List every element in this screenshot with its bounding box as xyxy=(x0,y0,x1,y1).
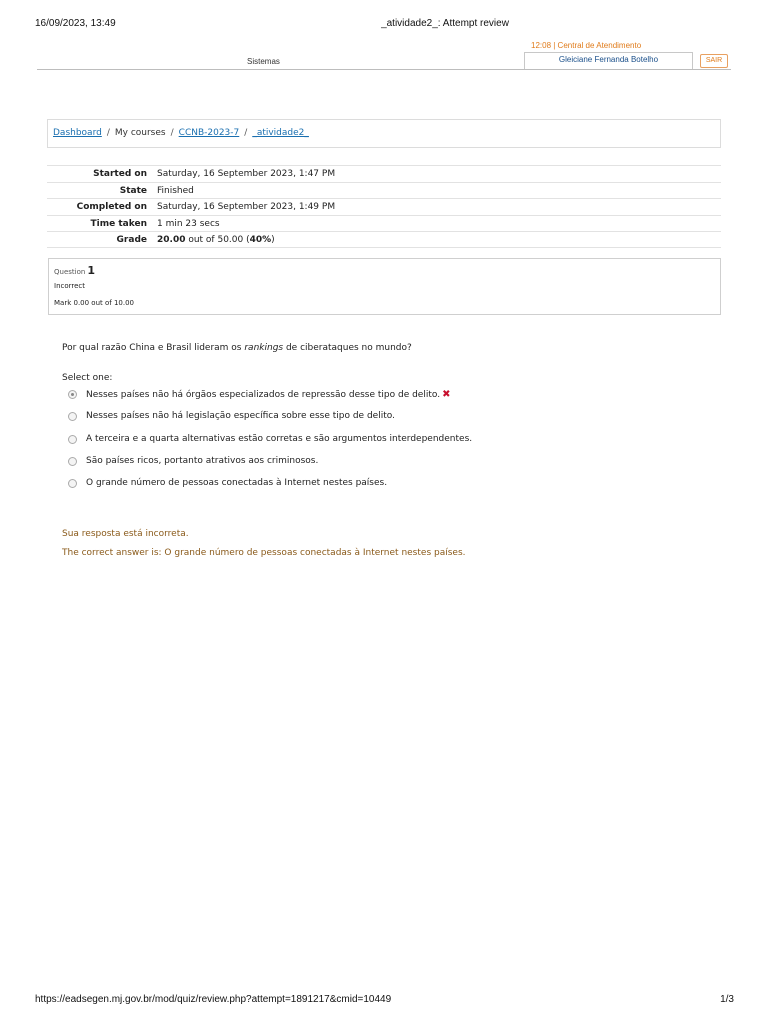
breadcrumb-separator: / xyxy=(170,128,174,138)
answer-label: O grande número de pessoas conectadas à Internet nestes países. xyxy=(86,478,388,489)
question-state: Incorrect xyxy=(54,282,86,290)
breadcrumb-separator: / xyxy=(244,128,248,138)
question-mark: Mark 0.00 out of 10.00 xyxy=(54,299,134,307)
breadcrumb xyxy=(47,119,721,148)
started-on-label: Started on xyxy=(93,169,147,179)
correct-answer-feedback: The correct answer is: O grande número de pessoas conectadas à Internet nestes países. xyxy=(62,548,466,558)
question-number xyxy=(54,264,95,277)
answer-text xyxy=(86,389,450,400)
completed-on-label: Completed on xyxy=(76,202,147,212)
question-label: Question xyxy=(54,268,86,276)
attempt-summary-table xyxy=(47,165,721,248)
summary-row-started xyxy=(47,165,721,182)
print-page-title: _atividade2_: Attempt review xyxy=(381,18,509,29)
question-text-before: Por qual razão China e Brasil lideram os xyxy=(62,343,245,353)
state-value: Finished xyxy=(157,185,194,196)
print-footer xyxy=(0,994,768,1006)
grade-close: ) xyxy=(271,235,275,245)
summary-row-grade xyxy=(47,231,721,248)
time-taken-value: 1 min 23 secs xyxy=(157,218,220,229)
print-url: https://eadsegen.mj.gov.br/mod/quiz/review.php?attempt=1891217&cmid=10449 xyxy=(35,994,392,1005)
breadcrumb-dashboard[interactable]: Dashboard xyxy=(53,128,102,138)
grade-value xyxy=(157,235,275,245)
select-one-prompt: Select one: xyxy=(62,373,113,383)
summary-row-time xyxy=(47,215,721,232)
support-center-link[interactable]: 12:08 | Central de Atendimento xyxy=(531,41,642,50)
time-taken-label: Time taken xyxy=(90,218,147,229)
question-text-after: de ciberataques no mundo? xyxy=(283,343,412,353)
answer-radio[interactable] xyxy=(68,435,77,444)
incorrect-icon: ✖ xyxy=(442,389,451,400)
question-text-italic: rankings xyxy=(244,343,284,353)
grade-percent: 40% xyxy=(249,235,272,245)
grade-out-of: out of 50.00 ( xyxy=(185,235,250,245)
top-bar xyxy=(37,36,731,70)
completed-on-value: Saturday, 16 September 2023, 1:49 PM xyxy=(157,202,336,212)
answer-label: A terceira e a quarta alternativas estão corretas e são argumentos interdependentes. xyxy=(86,433,473,444)
breadcrumb-activity[interactable]: _atividade2_ xyxy=(252,128,309,138)
grade-score: 20.00 xyxy=(157,235,186,245)
started-on-value: Saturday, 16 September 2023, 1:47 PM xyxy=(157,169,336,179)
incorrect-feedback: Sua resposta está incorreta. xyxy=(62,529,189,539)
user-menu[interactable] xyxy=(524,52,693,69)
question-info-box xyxy=(48,258,721,315)
answer-radio[interactable] xyxy=(68,479,77,488)
question-text xyxy=(62,343,412,353)
answer-radio[interactable] xyxy=(68,412,77,421)
summary-row-completed xyxy=(47,198,721,215)
grade-label: Grade xyxy=(116,235,147,245)
answer-radio-selected[interactable] xyxy=(68,390,77,399)
user-name: Gleiciane Fernanda Botelho xyxy=(558,55,659,64)
answer-label: Nesses países não há legislação específica sobre esse tipo de delito. xyxy=(86,411,395,422)
breadcrumb-separator: / xyxy=(106,128,110,138)
state-label: State xyxy=(119,185,147,196)
sistemas-link[interactable]: Sistemas xyxy=(247,57,280,66)
print-page-number: 1/3 xyxy=(720,994,734,1005)
logout-button[interactable]: SAIR xyxy=(700,54,728,68)
print-datetime: 16/09/2023, 13:49 xyxy=(35,18,116,29)
answer-label: São países ricos, portanto atrativos aos criminosos. xyxy=(86,455,319,466)
print-header xyxy=(0,18,768,32)
answer-radio[interactable] xyxy=(68,457,77,466)
summary-row-state xyxy=(47,182,721,199)
breadcrumb-course[interactable]: CCNB-2023-7 xyxy=(178,128,240,138)
breadcrumb-my-courses: My courses xyxy=(114,128,166,138)
question-number-value: 1 xyxy=(87,264,95,277)
answer-label: Nesses países não há órgãos especializados de repressão desse tipo de delito. xyxy=(86,390,441,400)
